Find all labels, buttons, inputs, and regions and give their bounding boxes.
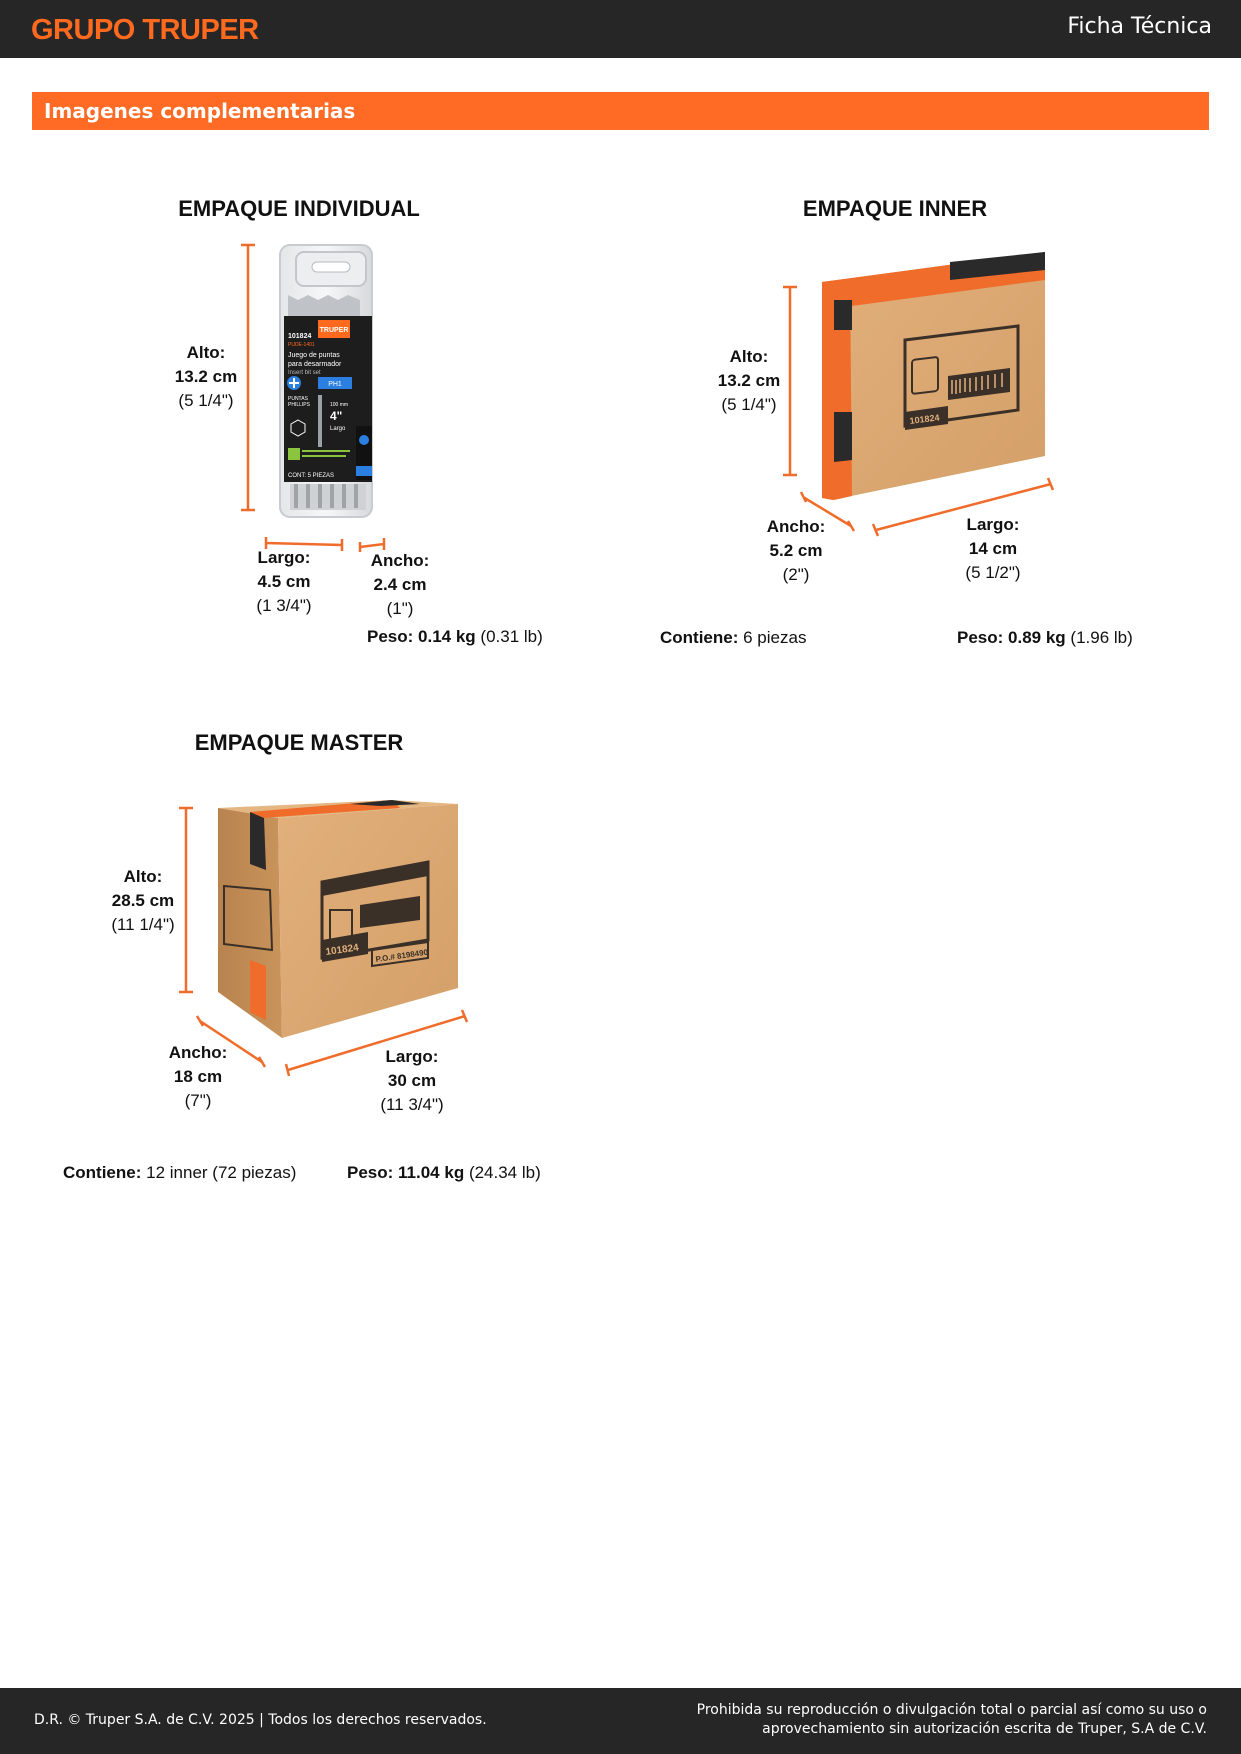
inner-largo: [965, 513, 1020, 585]
ancho-label: Ancho:: [370, 551, 430, 570]
largo-imperial: (1 3/4"): [256, 596, 312, 615]
copyright-text: D.R. © Truper S.A. de C.V. 2025 | Todos los derechos reservados.: [34, 1712, 487, 1728]
ancho-imperial: (7"): [184, 1091, 212, 1110]
ancho-label: Ancho:: [766, 517, 826, 536]
alto-metric: 28.5 cm: [111, 891, 175, 910]
largo-metric: 14 cm: [968, 539, 1018, 558]
alto-metric: 13.2 cm: [174, 367, 238, 386]
brand-logo: GRUPO TRUPER: [31, 14, 259, 46]
document-title: Ficha Técnica: [1067, 14, 1212, 39]
product-name-en: Insert bit set: [288, 370, 321, 376]
largo-label: Largo:: [257, 548, 311, 567]
peso-label: Peso:: [347, 1163, 394, 1182]
individual-peso: [367, 627, 543, 647]
ancho-label: Ancho:: [168, 1043, 228, 1062]
master-title: EMPAQUE MASTER: [194, 730, 404, 755]
peso-value: 0.89 kg: [1008, 628, 1066, 647]
individual-alto: [175, 341, 237, 413]
contents-text: CONT: 5 PIEZAS: [288, 473, 335, 479]
product-model-text: PUDE-1401: [288, 342, 315, 348]
length-inch: 4": [330, 409, 343, 423]
master-peso: [347, 1163, 541, 1183]
alto-metric: 13.2 cm: [717, 371, 781, 390]
legal-line-1: Prohibida su reproducción o divulgación total o parcial así como su uso o: [696, 1702, 1207, 1718]
ancho-imperial: (2"): [782, 565, 810, 584]
alto-label: Alto:: [123, 867, 163, 886]
product-code-text: 101824: [288, 333, 312, 340]
ancho-metric: 2.4 cm: [373, 575, 427, 594]
master-box-image: [218, 800, 458, 1038]
individual-title: EMPAQUE INDIVIDUAL: [178, 196, 420, 221]
peso-value: 11.04 kg: [398, 1163, 465, 1182]
largo-imperial: (5 1/2"): [965, 563, 1021, 582]
inner-box-image: [822, 252, 1045, 500]
section-title: Imagenes complementarias: [44, 99, 356, 123]
legal-notice: [587, 1701, 1207, 1739]
peso-imperial: (24.34 lb): [468, 1163, 541, 1182]
length-label: Largo: [330, 426, 346, 432]
inner-peso: [957, 628, 1133, 648]
largo-label: Largo:: [385, 1047, 439, 1066]
tip-label: PH1: [328, 381, 342, 388]
length-mm: 100 mm: [330, 402, 349, 408]
largo-metric: 30 cm: [387, 1071, 437, 1090]
master-po-text: P.O.# 8198490: [375, 947, 429, 964]
ancho-metric: 18 cm: [173, 1067, 223, 1086]
inner-contiene: [660, 628, 806, 648]
page-footer: [0, 1688, 1241, 1754]
master-box-code: 101824: [324, 942, 360, 958]
individual-package-image: [280, 245, 372, 517]
inner-alto: [718, 345, 780, 417]
alto-label: Alto:: [186, 343, 226, 362]
largo-metric: 4.5 cm: [257, 572, 311, 591]
alto-imperial: (5 1/4"): [178, 391, 234, 410]
individual-largo: [256, 546, 311, 618]
master-contiene: [63, 1163, 296, 1183]
ancho-imperial: (1"): [386, 599, 414, 618]
master-ancho: [169, 1041, 228, 1113]
peso-imperial: (0.31 lb): [480, 627, 543, 646]
peso-label: Peso:: [957, 628, 1004, 647]
inner-box-code: 101824: [909, 412, 941, 426]
contiene-label: Contiene:: [63, 1163, 142, 1182]
legal-line-2: aprovechamiento sin autorización escrita de Truper, S.A de C.V.: [762, 1721, 1207, 1737]
master-alto: [111, 865, 174, 937]
largo-label: Largo:: [966, 515, 1020, 534]
svg-text:PHILLIPS: PHILLIPS: [288, 402, 310, 408]
inner-title: EMPAQUE INNER: [802, 196, 988, 221]
svg-text:PUNTAS: PUNTAS: [288, 396, 308, 402]
alto-label: Alto:: [729, 347, 769, 366]
inner-ancho: [767, 515, 826, 587]
peso-value: 0.14 kg: [418, 627, 476, 646]
largo-imperial: (11 3/4"): [380, 1095, 444, 1114]
contiene-label: Contiene:: [660, 628, 739, 647]
alto-imperial: (11 1/4"): [111, 915, 175, 934]
truper-brand-text: TRUPER: [319, 327, 349, 334]
contiene-value: 6 piezas: [743, 628, 807, 647]
svg-text:para desarmador: para desarmador: [288, 361, 342, 368]
peso-imperial: (1.96 lb): [1070, 628, 1133, 647]
master-largo: [380, 1045, 443, 1117]
svg-text:Juego de puntas: Juego de puntas: [288, 352, 340, 359]
alto-imperial: (5 1/4"): [721, 395, 777, 414]
ancho-metric: 5.2 cm: [769, 541, 823, 560]
contiene-value: 12 inner (72 piezas): [146, 1163, 297, 1182]
individual-ancho: [371, 549, 430, 621]
peso-label: Peso:: [367, 627, 414, 646]
